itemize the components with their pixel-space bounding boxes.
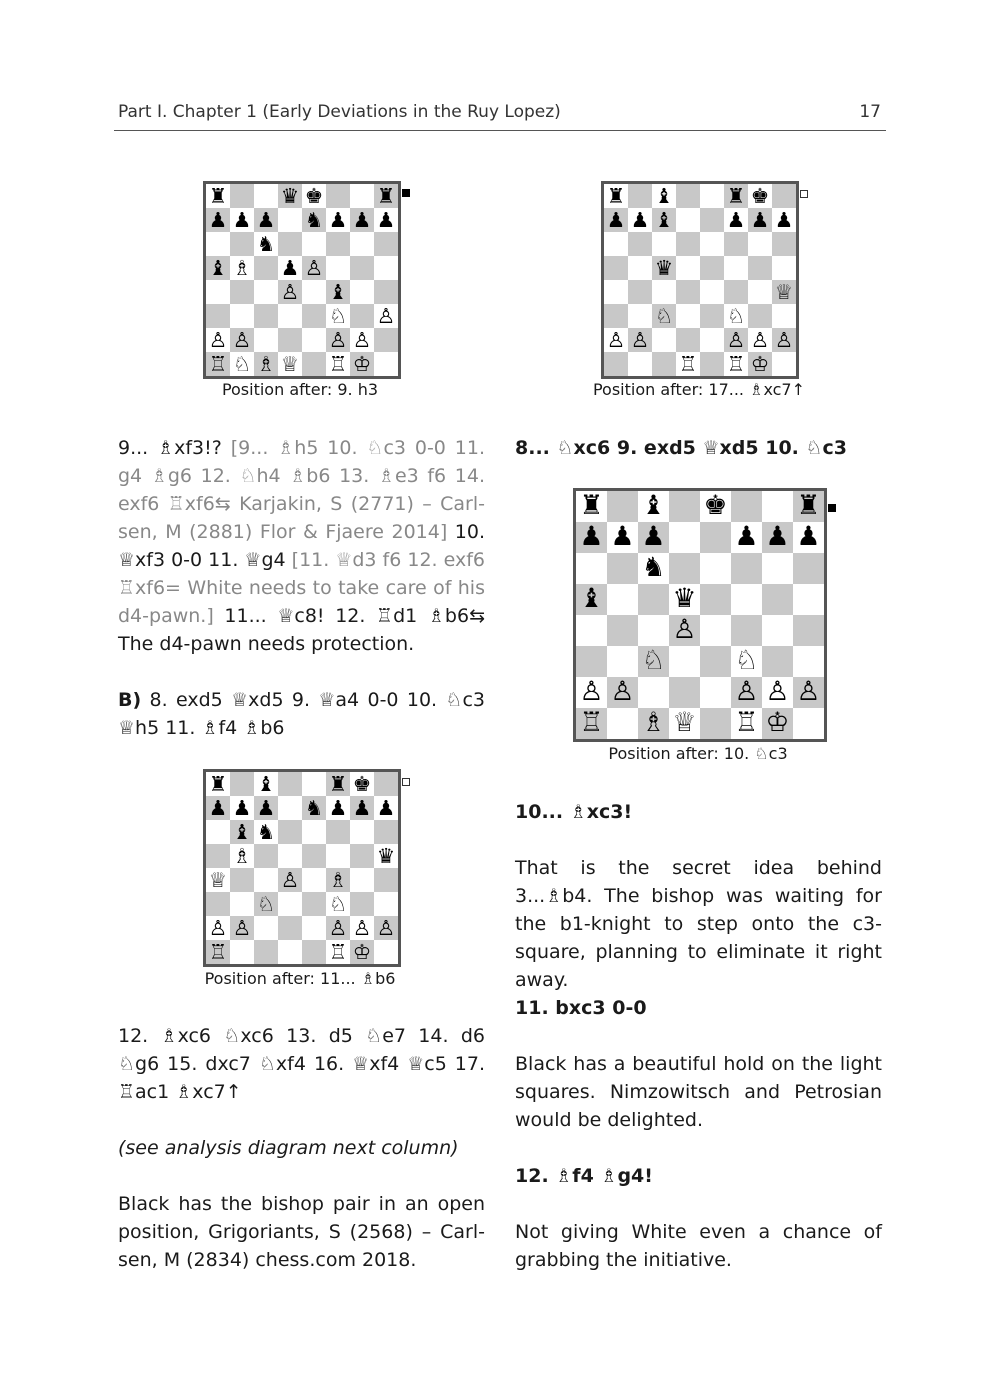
header-title: Part I. Chapter 1 (Early Deviations in the Ruy Lopez) [118, 102, 561, 122]
white-pawn-a2: ♙ [206, 916, 230, 940]
square-b6 [230, 232, 254, 256]
square-h2 [374, 328, 398, 352]
white-pawn-b2: ♙ [607, 677, 638, 708]
annotation-paragraph-1 [118, 434, 485, 658]
square-e1 [302, 940, 326, 964]
square-d2 [676, 328, 700, 352]
black-queen-d5: ♛ [669, 584, 700, 615]
black-pawn-h7: ♟ [374, 796, 398, 820]
black-pawn-b7: ♟ [230, 208, 254, 232]
square-a4 [206, 280, 230, 304]
square-h5 [374, 256, 398, 280]
square-a6 [206, 232, 230, 256]
square-d2 [669, 677, 700, 708]
chess-diagram-4 [573, 488, 827, 742]
square-b1 [607, 708, 638, 739]
square-e5 [700, 584, 731, 615]
square-b8 [230, 772, 254, 796]
square-d6 [669, 553, 700, 584]
square-a4 [576, 615, 607, 646]
black-pawn-g7: ♟ [350, 208, 374, 232]
square-b5 [628, 256, 652, 280]
running-header [118, 100, 885, 128]
square-d5 [676, 256, 700, 280]
white-pawn-f2: ♙ [724, 328, 748, 352]
square-g8 [762, 491, 793, 522]
square-h6 [793, 553, 824, 584]
black-knight-e7: ♞ [302, 208, 326, 232]
square-e7 [700, 522, 731, 553]
square-h3 [374, 892, 398, 916]
move-heading-2: 10... ♗xc3! [515, 801, 633, 823]
black-rook-a8: ♜ [604, 184, 628, 208]
square-b3 [230, 304, 254, 328]
white-bishop-c1: ♗ [254, 352, 278, 376]
square-b4 [230, 868, 254, 892]
turn-indicator-4 [828, 504, 836, 512]
square-b5 [607, 584, 638, 615]
square-b3 [230, 892, 254, 916]
page-number: 17 [859, 102, 881, 122]
square-e4 [302, 280, 326, 304]
square-c8 [254, 184, 278, 208]
white-pawn-a2: ♙ [576, 677, 607, 708]
white-rook-d1: ♖ [676, 352, 700, 376]
black-pawn-d5: ♟ [278, 256, 302, 280]
square-c4 [254, 868, 278, 892]
white-rook-f1: ♖ [731, 708, 762, 739]
white-pawn-g2: ♙ [762, 677, 793, 708]
square-f8 [731, 491, 762, 522]
annotation-paragraph-2 [118, 686, 485, 742]
square-a1 [604, 352, 628, 376]
turn-indicator-2 [800, 190, 808, 198]
black-pawn-b7: ♟ [607, 522, 638, 553]
black-rook-a8: ♜ [576, 491, 607, 522]
square-e4 [700, 280, 724, 304]
annotation-paragraph-6: That is the secret idea behind 3...♗b4. The bishop was waiting for the b1-knight to step onto the c3-square, planning to eliminate it right away. [515, 857, 882, 991]
square-e6 [302, 820, 326, 844]
move-heading-1: 8... ♘xc6 9. exd5 ♕xd5 10. ♘c3 [515, 437, 848, 459]
square-a3 [206, 892, 230, 916]
black-rook-f8: ♜ [326, 772, 350, 796]
white-rook-f1: ♖ [326, 352, 350, 376]
square-d6 [676, 232, 700, 256]
square-b4 [230, 280, 254, 304]
white-pawn-f2: ♙ [326, 916, 350, 940]
square-c2 [638, 677, 669, 708]
square-a3 [206, 304, 230, 328]
black-queen-c5: ♛ [652, 256, 676, 280]
black-pawn-a7: ♟ [206, 796, 230, 820]
square-d1 [278, 940, 302, 964]
white-pawn-b2: ♙ [230, 328, 254, 352]
square-c5 [254, 844, 278, 868]
move-text: 10. ♕xf3 0-0 11. ♕g4 [118, 521, 485, 571]
white-queen-h4: ♕ [772, 280, 796, 304]
black-king-e8: ♚ [302, 184, 326, 208]
white-pawn-h2: ♙ [772, 328, 796, 352]
square-g3 [350, 892, 374, 916]
square-f6 [326, 820, 350, 844]
square-b8 [607, 491, 638, 522]
square-h4 [793, 615, 824, 646]
white-rook-f1: ♖ [724, 352, 748, 376]
move-text: 9... ♗xf3!? [118, 437, 222, 459]
square-f8 [326, 184, 350, 208]
annotation-paragraph-4: (see analysis diagram next column) [118, 1137, 459, 1159]
diagram-caption-1: Position after: 9. h3 [221, 380, 379, 399]
black-rook-h8: ♜ [374, 184, 398, 208]
white-knight-f3: ♘ [326, 892, 350, 916]
diagram-caption-4: Position after: 10. ♘c3 [608, 744, 788, 763]
white-pawn-h2: ♙ [793, 677, 824, 708]
black-bishop-c8: ♝ [652, 184, 676, 208]
white-pawn-h2: ♙ [374, 916, 398, 940]
square-f5 [326, 844, 350, 868]
line-label: B) [118, 689, 142, 711]
square-e3 [302, 304, 326, 328]
white-bishop-c1: ♗ [638, 708, 669, 739]
square-f6 [731, 553, 762, 584]
white-pawn-d4: ♙ [669, 615, 700, 646]
black-pawn-h7: ♟ [793, 522, 824, 553]
square-h5 [772, 256, 796, 280]
white-pawn-a2: ♙ [206, 328, 230, 352]
square-e5 [700, 256, 724, 280]
square-d8 [676, 184, 700, 208]
square-d3 [669, 646, 700, 677]
square-d5 [278, 844, 302, 868]
square-d7 [278, 796, 302, 820]
square-d4 [676, 280, 700, 304]
square-e2 [700, 328, 724, 352]
square-b6 [628, 232, 652, 256]
square-b8 [230, 184, 254, 208]
square-f6 [724, 232, 748, 256]
square-g6 [350, 232, 374, 256]
square-a6 [604, 232, 628, 256]
white-knight-c3: ♘ [254, 892, 278, 916]
white-queen-a4: ♕ [206, 868, 230, 892]
square-h4 [374, 280, 398, 304]
white-pawn-h3: ♙ [374, 304, 398, 328]
white-rook-a1: ♖ [206, 352, 230, 376]
square-c4 [638, 615, 669, 646]
black-pawn-f7: ♟ [326, 796, 350, 820]
black-king-e8: ♚ [700, 491, 731, 522]
square-g4 [748, 280, 772, 304]
diagram-caption-2: Position after: 17... ♗xc7↑ [592, 380, 806, 399]
annotation-paragraph-3: 12. ♗xc6 ♘xc6 13. d5 ♘e7 14. d6 ♘g6 15. dxc7 ♘xf4 16. ♕xf4 ♕c5 17. ♖ac1 ♗xc7↑ [118, 1025, 485, 1103]
white-pawn-g2: ♙ [350, 916, 374, 940]
white-bishop-b5: ♗ [230, 844, 254, 868]
square-d7 [669, 522, 700, 553]
square-d8 [278, 772, 302, 796]
square-e7 [700, 208, 724, 232]
square-e2 [700, 677, 731, 708]
square-c5 [638, 584, 669, 615]
square-h6 [772, 232, 796, 256]
square-a6 [206, 820, 230, 844]
square-h3 [772, 304, 796, 328]
square-h6 [374, 820, 398, 844]
black-queen-h5: ♛ [374, 844, 398, 868]
square-g3 [748, 304, 772, 328]
white-pawn-g2: ♙ [748, 328, 772, 352]
white-knight-b1: ♘ [230, 352, 254, 376]
square-h1 [374, 940, 398, 964]
square-b3 [607, 646, 638, 677]
turn-indicator-1 [402, 189, 410, 197]
black-knight-c6: ♞ [254, 820, 278, 844]
square-h1 [374, 352, 398, 376]
white-pawn-f2: ♙ [326, 328, 350, 352]
square-c1 [254, 940, 278, 964]
black-pawn-c7: ♟ [254, 796, 278, 820]
black-pawn-a7: ♟ [206, 208, 230, 232]
square-f4 [731, 615, 762, 646]
square-e3 [302, 892, 326, 916]
white-pawn-b2: ♙ [230, 916, 254, 940]
white-rook-f1: ♖ [326, 940, 350, 964]
square-b1 [628, 352, 652, 376]
square-d3 [278, 304, 302, 328]
square-g5 [350, 844, 374, 868]
black-rook-a8: ♜ [206, 184, 230, 208]
square-h8 [374, 772, 398, 796]
variation-text: [9... ♗h5 10. ♘c3 0-0 11. g4 ♗g6 12. ♘h4 ♗b6 13. ♗e3 f6 14. exf6 ♖xf6⇆ Karjakin, S (2771) – Carlsen, M (2881) Flor & Fjaere 2014] [118, 437, 485, 543]
square-e1 [700, 708, 731, 739]
square-b4 [628, 280, 652, 304]
white-king-g1: ♔ [762, 708, 793, 739]
square-h3 [793, 646, 824, 677]
white-knight-c3: ♘ [638, 646, 669, 677]
white-pawn-d4: ♙ [278, 868, 302, 892]
square-e6 [302, 232, 326, 256]
square-f5 [724, 256, 748, 280]
square-c4 [254, 280, 278, 304]
square-e6 [700, 232, 724, 256]
black-bishop-c8: ♝ [254, 772, 278, 796]
square-e1 [302, 352, 326, 376]
square-g6 [350, 820, 374, 844]
square-e8 [302, 772, 326, 796]
square-e4 [302, 868, 326, 892]
white-pawn-d4: ♙ [278, 280, 302, 304]
annotation-paragraph-7: Black has a beautiful hold on the light squares. Nimzowitsch and Petrosian would be delighted. [515, 1053, 882, 1131]
black-pawn-g7: ♟ [350, 796, 374, 820]
white-knight-c3: ♘ [652, 304, 676, 328]
square-e8 [700, 184, 724, 208]
square-g6 [748, 232, 772, 256]
square-d8 [669, 491, 700, 522]
square-d7 [278, 208, 302, 232]
white-rook-a1: ♖ [576, 708, 607, 739]
black-bishop-f4: ♝ [326, 280, 350, 304]
black-pawn-h7: ♟ [772, 208, 796, 232]
white-king-g1: ♔ [350, 940, 374, 964]
square-g5 [748, 256, 772, 280]
white-knight-f3: ♘ [724, 304, 748, 328]
square-g8 [350, 184, 374, 208]
square-c3 [254, 304, 278, 328]
white-king-g1: ♔ [748, 352, 772, 376]
white-pawn-a2: ♙ [604, 328, 628, 352]
square-d2 [278, 916, 302, 940]
square-a3 [576, 646, 607, 677]
white-pawn-b2: ♙ [628, 328, 652, 352]
diagram-caption-3: Position after: 11... ♗b6 [204, 969, 396, 988]
move-heading-4: 12. ♗f4 ♗g4! [515, 1165, 653, 1187]
square-f5 [326, 256, 350, 280]
white-pawn-g2: ♙ [350, 328, 374, 352]
square-d3 [676, 304, 700, 328]
white-pawn-f2: ♙ [731, 677, 762, 708]
black-pawn-f7: ♟ [326, 208, 350, 232]
square-c6 [652, 232, 676, 256]
white-pawn-e5: ♙ [302, 256, 326, 280]
black-king-g8: ♚ [748, 184, 772, 208]
square-h8 [772, 184, 796, 208]
move-heading-3: 11. bxc3 0-0 [515, 997, 647, 1019]
black-pawn-f7: ♟ [724, 208, 748, 232]
black-rook-h8: ♜ [793, 491, 824, 522]
square-e3 [700, 304, 724, 328]
black-knight-c6: ♞ [254, 232, 278, 256]
white-knight-f3: ♘ [326, 304, 350, 328]
black-bishop-c7: ♝ [652, 208, 676, 232]
square-e4 [700, 615, 731, 646]
black-pawn-c7: ♟ [638, 522, 669, 553]
square-d6 [278, 232, 302, 256]
chess-diagram-2 [601, 181, 799, 379]
black-king-g8: ♚ [350, 772, 374, 796]
black-pawn-c7: ♟ [254, 208, 278, 232]
square-a5 [604, 256, 628, 280]
black-pawn-a7: ♟ [576, 522, 607, 553]
white-bishop-f4: ♗ [326, 868, 350, 892]
black-bishop-b6: ♝ [230, 820, 254, 844]
square-d6 [278, 820, 302, 844]
square-g5 [762, 584, 793, 615]
square-b4 [607, 615, 638, 646]
chess-diagram-1 [203, 181, 401, 379]
square-a5 [206, 844, 230, 868]
square-c2 [254, 916, 278, 940]
header-rule [114, 130, 886, 131]
square-b3 [628, 304, 652, 328]
black-rook-a8: ♜ [206, 772, 230, 796]
square-f4 [724, 280, 748, 304]
annotation-paragraph-5: Black has the bishop pair in an open position, Grigoriants, S (2568) – Carlsen, M (2834) chess.com 2018. [118, 1193, 485, 1271]
square-c2 [652, 328, 676, 352]
move-text: 8. exd5 ♕xd5 9. ♕a4 0-0 10. ♘c3 ♕h5 11. ♗f4 ♗b6 [118, 689, 485, 739]
black-pawn-b7: ♟ [230, 796, 254, 820]
black-knight-c6: ♞ [638, 553, 669, 584]
square-d2 [278, 328, 302, 352]
square-e5 [302, 844, 326, 868]
square-e2 [302, 916, 326, 940]
square-d7 [676, 208, 700, 232]
white-bishop-b5: ♗ [230, 256, 254, 280]
black-queen-d8: ♛ [278, 184, 302, 208]
square-f5 [731, 584, 762, 615]
square-h1 [772, 352, 796, 376]
square-c2 [254, 328, 278, 352]
square-d3 [278, 892, 302, 916]
square-e3 [700, 646, 731, 677]
square-b8 [628, 184, 652, 208]
square-g4 [350, 280, 374, 304]
black-pawn-g7: ♟ [762, 522, 793, 553]
square-b6 [607, 553, 638, 584]
square-f6 [326, 232, 350, 256]
square-a4 [604, 280, 628, 304]
square-h1 [793, 708, 824, 739]
square-e1 [700, 352, 724, 376]
move-text: 11... ♕c8! 12. ♖d1 ♗b6⇆ The d4-pawn needs protection. [118, 605, 485, 655]
square-g3 [350, 304, 374, 328]
black-rook-f8: ♜ [724, 184, 748, 208]
white-rook-a1: ♖ [206, 940, 230, 964]
annotation-paragraph-8: Not giving White even a chance of grabbing the initiative. [515, 1221, 882, 1271]
square-e6 [700, 553, 731, 584]
square-c4 [652, 280, 676, 304]
black-pawn-a7: ♟ [604, 208, 628, 232]
chess-diagram-3 [203, 769, 401, 967]
black-knight-e7: ♞ [302, 796, 326, 820]
square-a3 [604, 304, 628, 328]
turn-indicator-3 [402, 778, 410, 786]
square-a6 [576, 553, 607, 584]
black-pawn-f7: ♟ [731, 522, 762, 553]
square-g4 [350, 868, 374, 892]
square-g5 [350, 256, 374, 280]
square-e2 [302, 328, 326, 352]
variation-text: [11. ♕d3 f6 12. exf6 ♖xf6= White needs to take care of his d4-pawn.] [118, 549, 485, 627]
square-h4 [374, 868, 398, 892]
white-king-g1: ♔ [350, 352, 374, 376]
square-g3 [762, 646, 793, 677]
black-pawn-g7: ♟ [748, 208, 772, 232]
square-c1 [652, 352, 676, 376]
square-g4 [762, 615, 793, 646]
white-knight-f3: ♘ [731, 646, 762, 677]
black-pawn-b7: ♟ [628, 208, 652, 232]
black-pawn-h7: ♟ [374, 208, 398, 232]
black-bishop-a5: ♝ [576, 584, 607, 615]
square-h5 [793, 584, 824, 615]
square-h6 [374, 232, 398, 256]
black-bishop-c8: ♝ [638, 491, 669, 522]
square-g6 [762, 553, 793, 584]
square-b1 [230, 940, 254, 964]
square-c5 [254, 256, 278, 280]
black-bishop-a5: ♝ [206, 256, 230, 280]
white-queen-d1: ♕ [669, 708, 700, 739]
white-queen-d1: ♕ [278, 352, 302, 376]
